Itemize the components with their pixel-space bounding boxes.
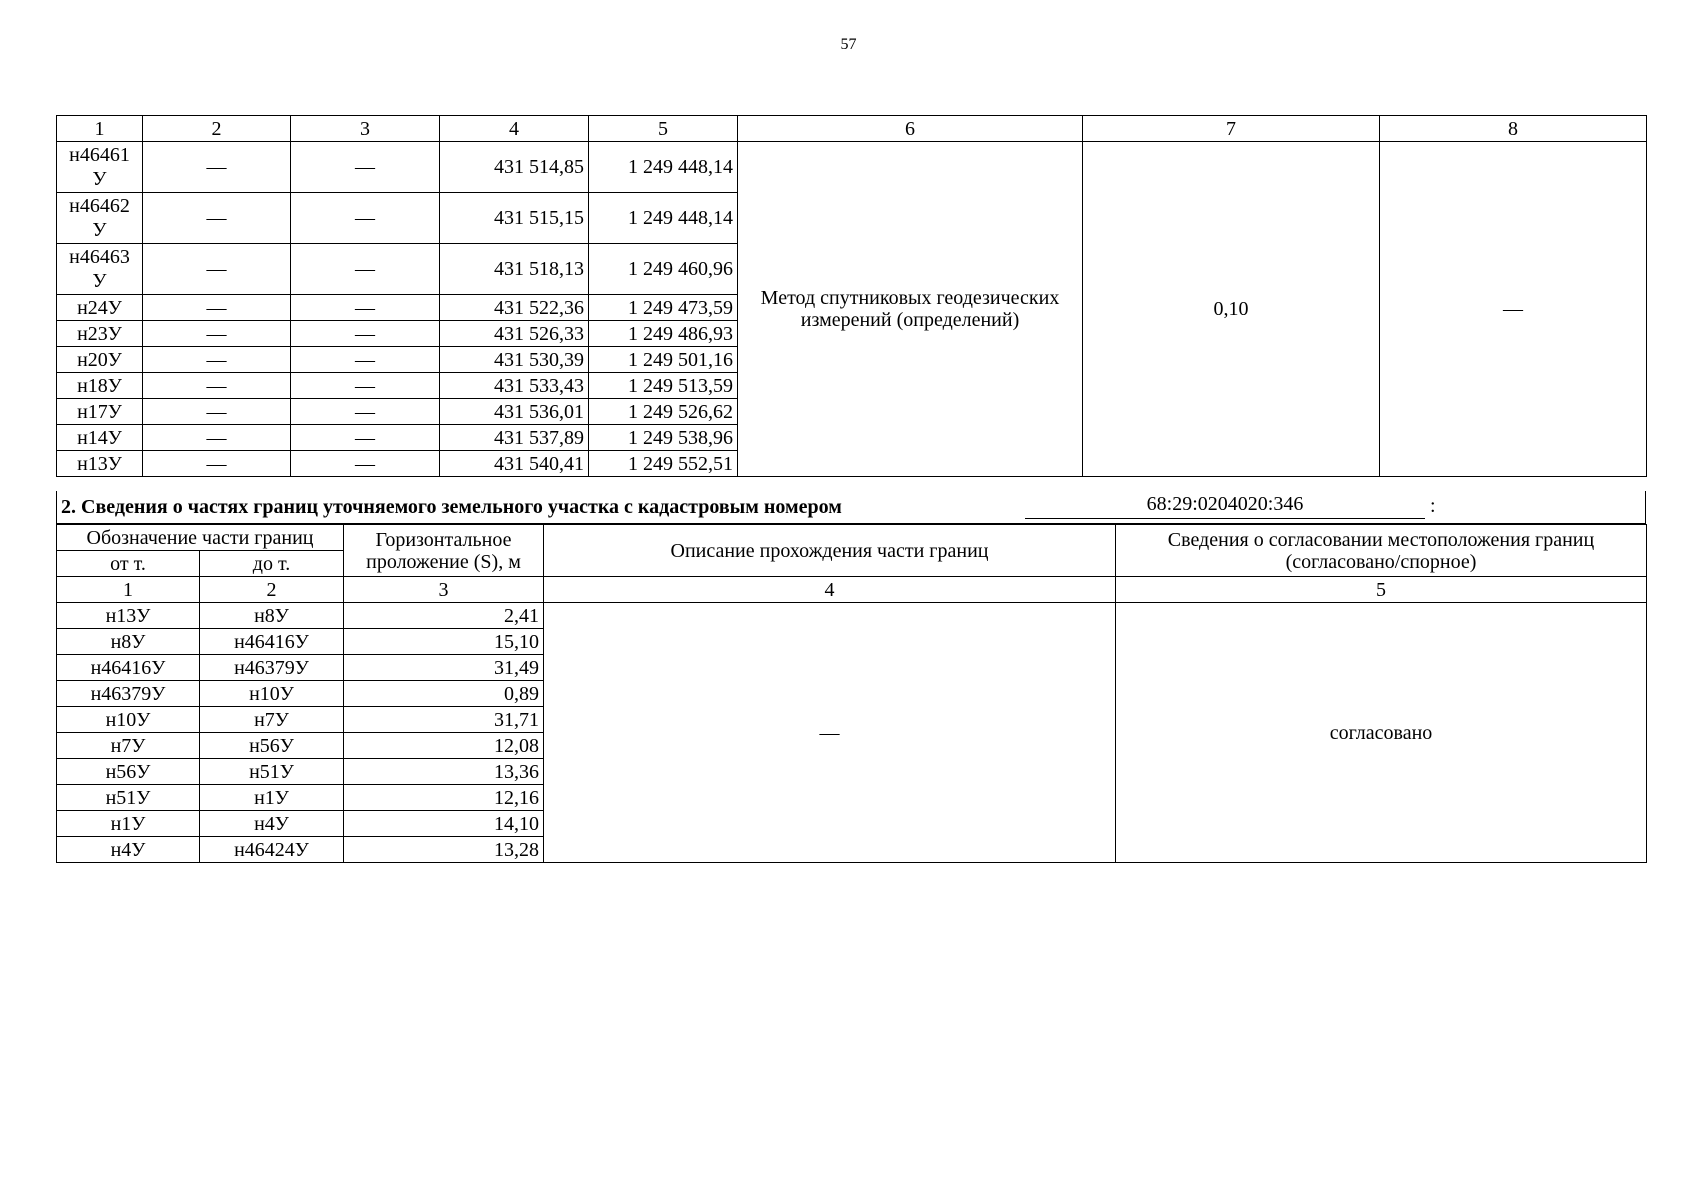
agreement-header: Сведения о согласовании местоположения границ (согласовано/спорное) (1116, 525, 1647, 577)
section-2-title: 2. Сведения о частях границ уточняемого земельного участка с кадастровым номером (61, 496, 842, 518)
horizontal-distance: 15,10 (344, 629, 544, 655)
boundary-table-col-numbers (57, 577, 1647, 603)
dash-cell: — (291, 244, 440, 295)
table-row (57, 142, 1647, 193)
coord-y: 1 249 486,93 (589, 321, 738, 347)
accuracy-cell: 0,10 (1083, 142, 1380, 477)
dash-cell: — (291, 373, 440, 399)
from-point: н8У (57, 629, 200, 655)
coord-x: 431 530,39 (440, 347, 589, 373)
to-point: н7У (200, 707, 344, 733)
dash-cell: — (291, 425, 440, 451)
description-cell: — (544, 603, 1116, 863)
points-table (56, 115, 1647, 477)
horizontal-distance: 13,36 (344, 759, 544, 785)
col-num-4: 4 (544, 577, 1116, 603)
from-point: н46379У (57, 681, 200, 707)
from-point: н7У (57, 733, 200, 759)
point-name: н14У (57, 425, 143, 451)
col-num-2: 2 (143, 116, 291, 142)
coord-x: 431 514,85 (440, 142, 589, 193)
col-num-1: 1 (57, 116, 143, 142)
from-point: н46416У (57, 655, 200, 681)
col8-cell: — (1380, 142, 1647, 477)
description-header: Описание прохождения части границ (544, 525, 1116, 577)
to-point: н46379У (200, 655, 344, 681)
from-point: н1У (57, 811, 200, 837)
dash-cell: — (143, 193, 291, 244)
to-point: н46424У (200, 837, 344, 863)
method-cell: Метод спутниковых геодезических измерений (определений) (738, 142, 1083, 477)
col-num-6: 6 (738, 116, 1083, 142)
horizontal-distance: 13,28 (344, 837, 544, 863)
dash-cell: — (291, 399, 440, 425)
to-header: до т. (200, 551, 344, 577)
horizontal-distance: 31,71 (344, 707, 544, 733)
coord-x: 431 540,41 (440, 451, 589, 477)
point-name: н46462 У (57, 193, 143, 244)
to-point: н1У (200, 785, 344, 811)
dash-cell: — (291, 347, 440, 373)
table-row (57, 603, 1647, 629)
dash-cell: — (291, 193, 440, 244)
from-point: н51У (57, 785, 200, 811)
dash-cell: — (291, 295, 440, 321)
horizontal-distance: 14,10 (344, 811, 544, 837)
coord-y: 1 249 513,59 (589, 373, 738, 399)
point-name: н46461 У (57, 142, 143, 193)
from-header: от т. (57, 551, 200, 577)
from-point: н4У (57, 837, 200, 863)
col-num-4: 4 (440, 116, 589, 142)
from-point: н10У (57, 707, 200, 733)
col-num-3: 3 (344, 577, 544, 603)
coord-x: 431 515,15 (440, 193, 589, 244)
dash-cell: — (291, 142, 440, 193)
col-num-1: 1 (57, 577, 200, 603)
dash-cell: — (143, 321, 291, 347)
to-point: н56У (200, 733, 344, 759)
col-num-8: 8 (1380, 116, 1647, 142)
coord-y: 1 249 448,14 (589, 193, 738, 244)
dash-cell: — (143, 347, 291, 373)
coord-x: 431 536,01 (440, 399, 589, 425)
boundary-parts-table (56, 524, 1647, 863)
dash-cell: — (143, 451, 291, 477)
horizontal-distance: 2,41 (344, 603, 544, 629)
from-point: н13У (57, 603, 200, 629)
cadastral-number: 68:29:0204020:346 (1025, 493, 1425, 519)
agreement-cell: согласовано (1116, 603, 1647, 863)
to-point: н46416У (200, 629, 344, 655)
to-point: н4У (200, 811, 344, 837)
coord-x: 431 526,33 (440, 321, 589, 347)
dash-cell: — (143, 244, 291, 295)
point-name: н20У (57, 347, 143, 373)
dash-cell: — (143, 425, 291, 451)
dash-cell: — (291, 321, 440, 347)
coord-y: 1 249 473,59 (589, 295, 738, 321)
coord-y: 1 249 460,96 (589, 244, 738, 295)
coord-y: 1 249 538,96 (589, 425, 738, 451)
dash-cell: — (143, 142, 291, 193)
col-num-5: 5 (589, 116, 738, 142)
col-num-2: 2 (200, 577, 344, 603)
point-name: н18У (57, 373, 143, 399)
section-2-colon: : (1430, 495, 1436, 517)
designation-header: Обозначение части границ (57, 525, 344, 551)
from-point: н56У (57, 759, 200, 785)
coord-y: 1 249 552,51 (589, 451, 738, 477)
col-num-7: 7 (1083, 116, 1380, 142)
horizontal-distance: 12,08 (344, 733, 544, 759)
coord-y: 1 249 526,62 (589, 399, 738, 425)
coord-y: 1 249 448,14 (589, 142, 738, 193)
coord-x: 431 533,43 (440, 373, 589, 399)
horizontal-header: Горизонтальное проложение (S), м (344, 525, 544, 577)
horizontal-distance: 12,16 (344, 785, 544, 811)
col-num-3: 3 (291, 116, 440, 142)
boundary-table-header (57, 525, 1647, 551)
section-2-heading (56, 491, 1646, 524)
coord-x: 431 518,13 (440, 244, 589, 295)
point-name: н24У (57, 295, 143, 321)
to-point: н8У (200, 603, 344, 629)
coord-x: 431 537,89 (440, 425, 589, 451)
page-number: 57 (840, 36, 857, 53)
coord-y: 1 249 501,16 (589, 347, 738, 373)
point-name: н17У (57, 399, 143, 425)
horizontal-distance: 31,49 (344, 655, 544, 681)
col-num-5: 5 (1116, 577, 1647, 603)
dash-cell: — (291, 451, 440, 477)
horizontal-distance: 0,89 (344, 681, 544, 707)
to-point: н10У (200, 681, 344, 707)
dash-cell: — (143, 399, 291, 425)
point-name: н13У (57, 451, 143, 477)
point-name: н23У (57, 321, 143, 347)
dash-cell: — (143, 295, 291, 321)
coord-x: 431 522,36 (440, 295, 589, 321)
dash-cell: — (143, 373, 291, 399)
to-point: н51У (200, 759, 344, 785)
point-name: н46463 У (57, 244, 143, 295)
points-table-header (57, 116, 1647, 142)
